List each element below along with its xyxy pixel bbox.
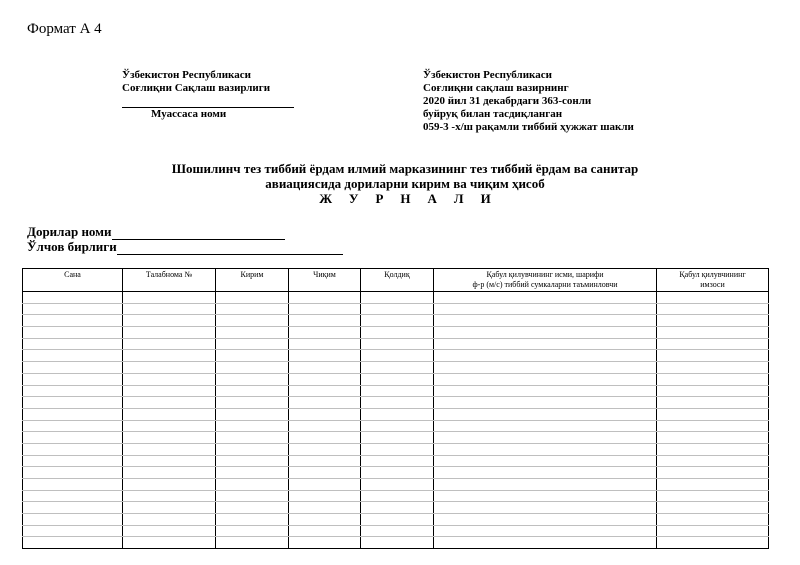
table-cell[interactable] (23, 327, 123, 339)
table-cell[interactable] (216, 338, 289, 350)
table-cell[interactable] (123, 397, 216, 409)
drug-name-field (27, 224, 285, 240)
table-cell[interactable] (434, 338, 657, 350)
table-cell[interactable] (216, 455, 289, 467)
table-header-row (23, 269, 769, 292)
table-cell[interactable] (434, 432, 657, 444)
table-cell[interactable] (123, 432, 216, 444)
table-cell[interactable] (123, 420, 216, 432)
col-request-number: Талабнома № (123, 269, 216, 292)
table-cell[interactable] (361, 292, 434, 304)
col-signature-line-2: имзоси (700, 280, 725, 289)
table-row (23, 362, 769, 374)
table-cell[interactable] (434, 490, 657, 502)
table-cell[interactable] (361, 350, 434, 362)
table-cell[interactable] (361, 537, 434, 549)
table-cell[interactable] (23, 525, 123, 537)
table-cell[interactable] (289, 455, 361, 467)
table-row (23, 525, 769, 537)
approval-line-4: буйруқ билан тасдиқланган (423, 108, 563, 120)
table-cell[interactable] (434, 443, 657, 455)
table-cell[interactable] (657, 514, 769, 526)
table-cell[interactable] (216, 502, 289, 514)
table-row (23, 502, 769, 514)
table-cell[interactable] (216, 397, 289, 409)
table-cell[interactable] (23, 362, 123, 374)
table-cell[interactable] (23, 420, 123, 432)
approval-line-2: Соғлиқни сақлаш вазирнинг (423, 82, 569, 94)
table-cell[interactable] (657, 490, 769, 502)
table-cell[interactable] (657, 292, 769, 304)
col-receiver-line-2: ф-р (м/с) тиббий сумкаларни таъминловчи (472, 280, 618, 289)
table-cell[interactable] (289, 397, 361, 409)
table-row (23, 490, 769, 502)
table-cell[interactable] (216, 385, 289, 397)
table-row (23, 292, 769, 304)
table-cell[interactable] (361, 420, 434, 432)
table-cell[interactable] (361, 362, 434, 374)
table-row (23, 350, 769, 362)
table-cell[interactable] (216, 315, 289, 327)
table-cell[interactable] (657, 385, 769, 397)
col-outgo: Чиқим (289, 269, 361, 292)
col-balance: Қолдиқ (361, 269, 434, 292)
republic-label: Ўзбекистон Республикаси (122, 69, 251, 81)
table-cell[interactable] (434, 420, 657, 432)
table-row (23, 408, 769, 420)
table-cell[interactable] (289, 408, 361, 420)
table-cell[interactable] (434, 373, 657, 385)
title-line-1: Шошилинч тез тиббий ёрдам илмий марказининг тез тиббий ёрдам ва санитар (171, 161, 639, 176)
table-cell[interactable] (361, 373, 434, 385)
table-cell[interactable] (361, 490, 434, 502)
table-cell[interactable] (289, 327, 361, 339)
table-cell[interactable] (289, 362, 361, 374)
table-cell[interactable] (216, 514, 289, 526)
table-cell[interactable] (361, 408, 434, 420)
table-cell[interactable] (657, 537, 769, 549)
col-date: Сана (23, 269, 123, 292)
table-cell[interactable] (123, 362, 216, 374)
table-cell[interactable] (657, 362, 769, 374)
approval-line-1: Ўзбекистон Республикаси (423, 69, 552, 81)
unit-blank[interactable] (117, 243, 343, 255)
table-cell[interactable] (361, 514, 434, 526)
table-cell[interactable] (434, 479, 657, 491)
journal-body (23, 292, 769, 549)
table-cell[interactable] (23, 467, 123, 479)
table-cell[interactable] (657, 432, 769, 444)
table-cell[interactable] (361, 443, 434, 455)
table-cell[interactable] (23, 385, 123, 397)
journal-title (100, 161, 710, 206)
table-row (23, 385, 769, 397)
table-row (23, 514, 769, 526)
table-cell[interactable] (123, 467, 216, 479)
table-cell[interactable] (123, 350, 216, 362)
col-income: Кирим (216, 269, 289, 292)
table-cell[interactable] (657, 502, 769, 514)
table-cell[interactable] (657, 373, 769, 385)
unit-field (27, 239, 343, 255)
table-cell[interactable] (216, 408, 289, 420)
table-cell[interactable] (123, 490, 216, 502)
table-cell[interactable] (23, 373, 123, 385)
approval-line-3: 2020 йил 31 декабрдаги 363-сонли (423, 95, 592, 107)
table-cell[interactable] (289, 502, 361, 514)
table-cell[interactable] (216, 490, 289, 502)
table-row (23, 303, 769, 315)
title-line-2: авиациясида дориларни кирим ва чиқим ҳисоб (265, 176, 545, 191)
table-cell[interactable] (23, 292, 123, 304)
table-cell[interactable] (289, 525, 361, 537)
table-cell[interactable] (123, 327, 216, 339)
table-row (23, 537, 769, 549)
table-cell[interactable] (23, 514, 123, 526)
format-label: Формат А 4 (27, 21, 102, 37)
table-cell[interactable] (123, 385, 216, 397)
table-cell[interactable] (216, 443, 289, 455)
table-cell[interactable] (361, 385, 434, 397)
table-cell[interactable] (289, 338, 361, 350)
table-cell[interactable] (434, 385, 657, 397)
table-cell[interactable] (289, 303, 361, 315)
table-cell[interactable] (123, 373, 216, 385)
table-cell[interactable] (289, 350, 361, 362)
table-cell[interactable] (216, 350, 289, 362)
table-cell[interactable] (657, 479, 769, 491)
table-row (23, 397, 769, 409)
table-cell[interactable] (216, 362, 289, 374)
table-cell[interactable] (361, 432, 434, 444)
table-cell[interactable] (216, 537, 289, 549)
table-cell[interactable] (123, 408, 216, 420)
table-row (23, 432, 769, 444)
table-cell[interactable] (289, 443, 361, 455)
table-row (23, 373, 769, 385)
drug-name-label: Дорилар номи (27, 224, 112, 239)
table-cell[interactable] (123, 292, 216, 304)
table-cell[interactable] (23, 303, 123, 315)
table-cell[interactable] (657, 420, 769, 432)
approval-header-right (423, 69, 634, 134)
table-cell[interactable] (23, 432, 123, 444)
table-cell[interactable] (23, 502, 123, 514)
table-cell[interactable] (434, 502, 657, 514)
table-cell[interactable] (123, 443, 216, 455)
table-cell[interactable] (361, 467, 434, 479)
table-cell[interactable] (289, 420, 361, 432)
table-cell[interactable] (23, 479, 123, 491)
table-cell[interactable] (657, 397, 769, 409)
table-cell[interactable] (123, 455, 216, 467)
table-cell[interactable] (23, 443, 123, 455)
institution-name-line (122, 95, 294, 108)
table-row (23, 479, 769, 491)
table-cell[interactable] (23, 350, 123, 362)
table-cell[interactable] (23, 537, 123, 549)
table-cell[interactable] (216, 303, 289, 315)
unit-label: Ўлчов бирлиги (27, 239, 117, 254)
table-row (23, 443, 769, 455)
table-cell[interactable] (289, 432, 361, 444)
table-row (23, 315, 769, 327)
table-cell[interactable] (434, 315, 657, 327)
col-signature (657, 269, 769, 292)
table-cell[interactable] (289, 514, 361, 526)
col-receiver-line-1: Қабул қилувчининг исми, шарифи (486, 270, 604, 279)
table-cell[interactable] (23, 408, 123, 420)
table-cell[interactable] (434, 292, 657, 304)
table-cell[interactable] (657, 455, 769, 467)
table-cell[interactable] (434, 525, 657, 537)
table-cell[interactable] (434, 455, 657, 467)
table-cell[interactable] (289, 385, 361, 397)
table-cell[interactable] (361, 397, 434, 409)
table-cell[interactable] (657, 408, 769, 420)
table-cell[interactable] (123, 338, 216, 350)
institution-name-label: Муассаса номи (151, 108, 227, 120)
table-cell[interactable] (216, 467, 289, 479)
table-cell[interactable] (657, 525, 769, 537)
table-cell[interactable] (216, 373, 289, 385)
table-row (23, 467, 769, 479)
table-cell[interactable] (434, 408, 657, 420)
table-cell[interactable] (123, 514, 216, 526)
table-cell[interactable] (434, 362, 657, 374)
table-cell[interactable] (657, 327, 769, 339)
table-cell[interactable] (289, 479, 361, 491)
table-cell[interactable] (216, 479, 289, 491)
table-cell[interactable] (657, 350, 769, 362)
table-cell[interactable] (434, 467, 657, 479)
ministry-header-left (122, 69, 294, 121)
table-cell[interactable] (289, 315, 361, 327)
table-row (23, 420, 769, 432)
title-line-3: ЖУРНАЛИ (319, 191, 508, 206)
table-cell[interactable] (361, 455, 434, 467)
table-cell[interactable] (216, 432, 289, 444)
table-cell[interactable] (361, 525, 434, 537)
table-row (23, 455, 769, 467)
table-cell[interactable] (434, 537, 657, 549)
table-cell[interactable] (216, 327, 289, 339)
table-cell[interactable] (123, 315, 216, 327)
table-cell[interactable] (361, 315, 434, 327)
table-row (23, 327, 769, 339)
table-cell[interactable] (434, 303, 657, 315)
table-cell[interactable] (361, 303, 434, 315)
table-cell[interactable] (123, 525, 216, 537)
ministry-label: Соғлиқни Сақлаш вазирлиги (122, 82, 271, 94)
table-cell[interactable] (23, 338, 123, 350)
table-cell[interactable] (434, 397, 657, 409)
table-cell[interactable] (289, 537, 361, 549)
journal-table (22, 268, 769, 549)
table-cell[interactable] (657, 443, 769, 455)
table-cell[interactable] (434, 327, 657, 339)
table-cell[interactable] (361, 502, 434, 514)
table-cell[interactable] (123, 479, 216, 491)
table-cell[interactable] (657, 315, 769, 327)
table-cell[interactable] (657, 467, 769, 479)
table-cell[interactable] (657, 303, 769, 315)
table-cell[interactable] (657, 338, 769, 350)
approval-line-5: 059-3 -х/ш рақамли тиббий ҳужжат шакли (423, 121, 634, 133)
table-cell[interactable] (434, 350, 657, 362)
table-cell[interactable] (23, 397, 123, 409)
col-signature-line-1: Қабул қилувчининг (679, 270, 746, 279)
table-cell[interactable] (123, 303, 216, 315)
table-cell[interactable] (216, 292, 289, 304)
table-cell[interactable] (23, 315, 123, 327)
table-cell[interactable] (23, 490, 123, 502)
table-cell[interactable] (23, 455, 123, 467)
table-cell[interactable] (289, 467, 361, 479)
table-cell[interactable] (216, 525, 289, 537)
table-cell[interactable] (289, 490, 361, 502)
table-cell[interactable] (216, 420, 289, 432)
table-cell[interactable] (361, 479, 434, 491)
table-row (23, 338, 769, 350)
table-cell[interactable] (289, 292, 361, 304)
col-receiver (434, 269, 657, 292)
table-cell[interactable] (123, 537, 216, 549)
table-cell[interactable] (123, 502, 216, 514)
table-cell[interactable] (289, 373, 361, 385)
table-cell[interactable] (434, 514, 657, 526)
table-cell[interactable] (361, 338, 434, 350)
table-cell[interactable] (361, 327, 434, 339)
